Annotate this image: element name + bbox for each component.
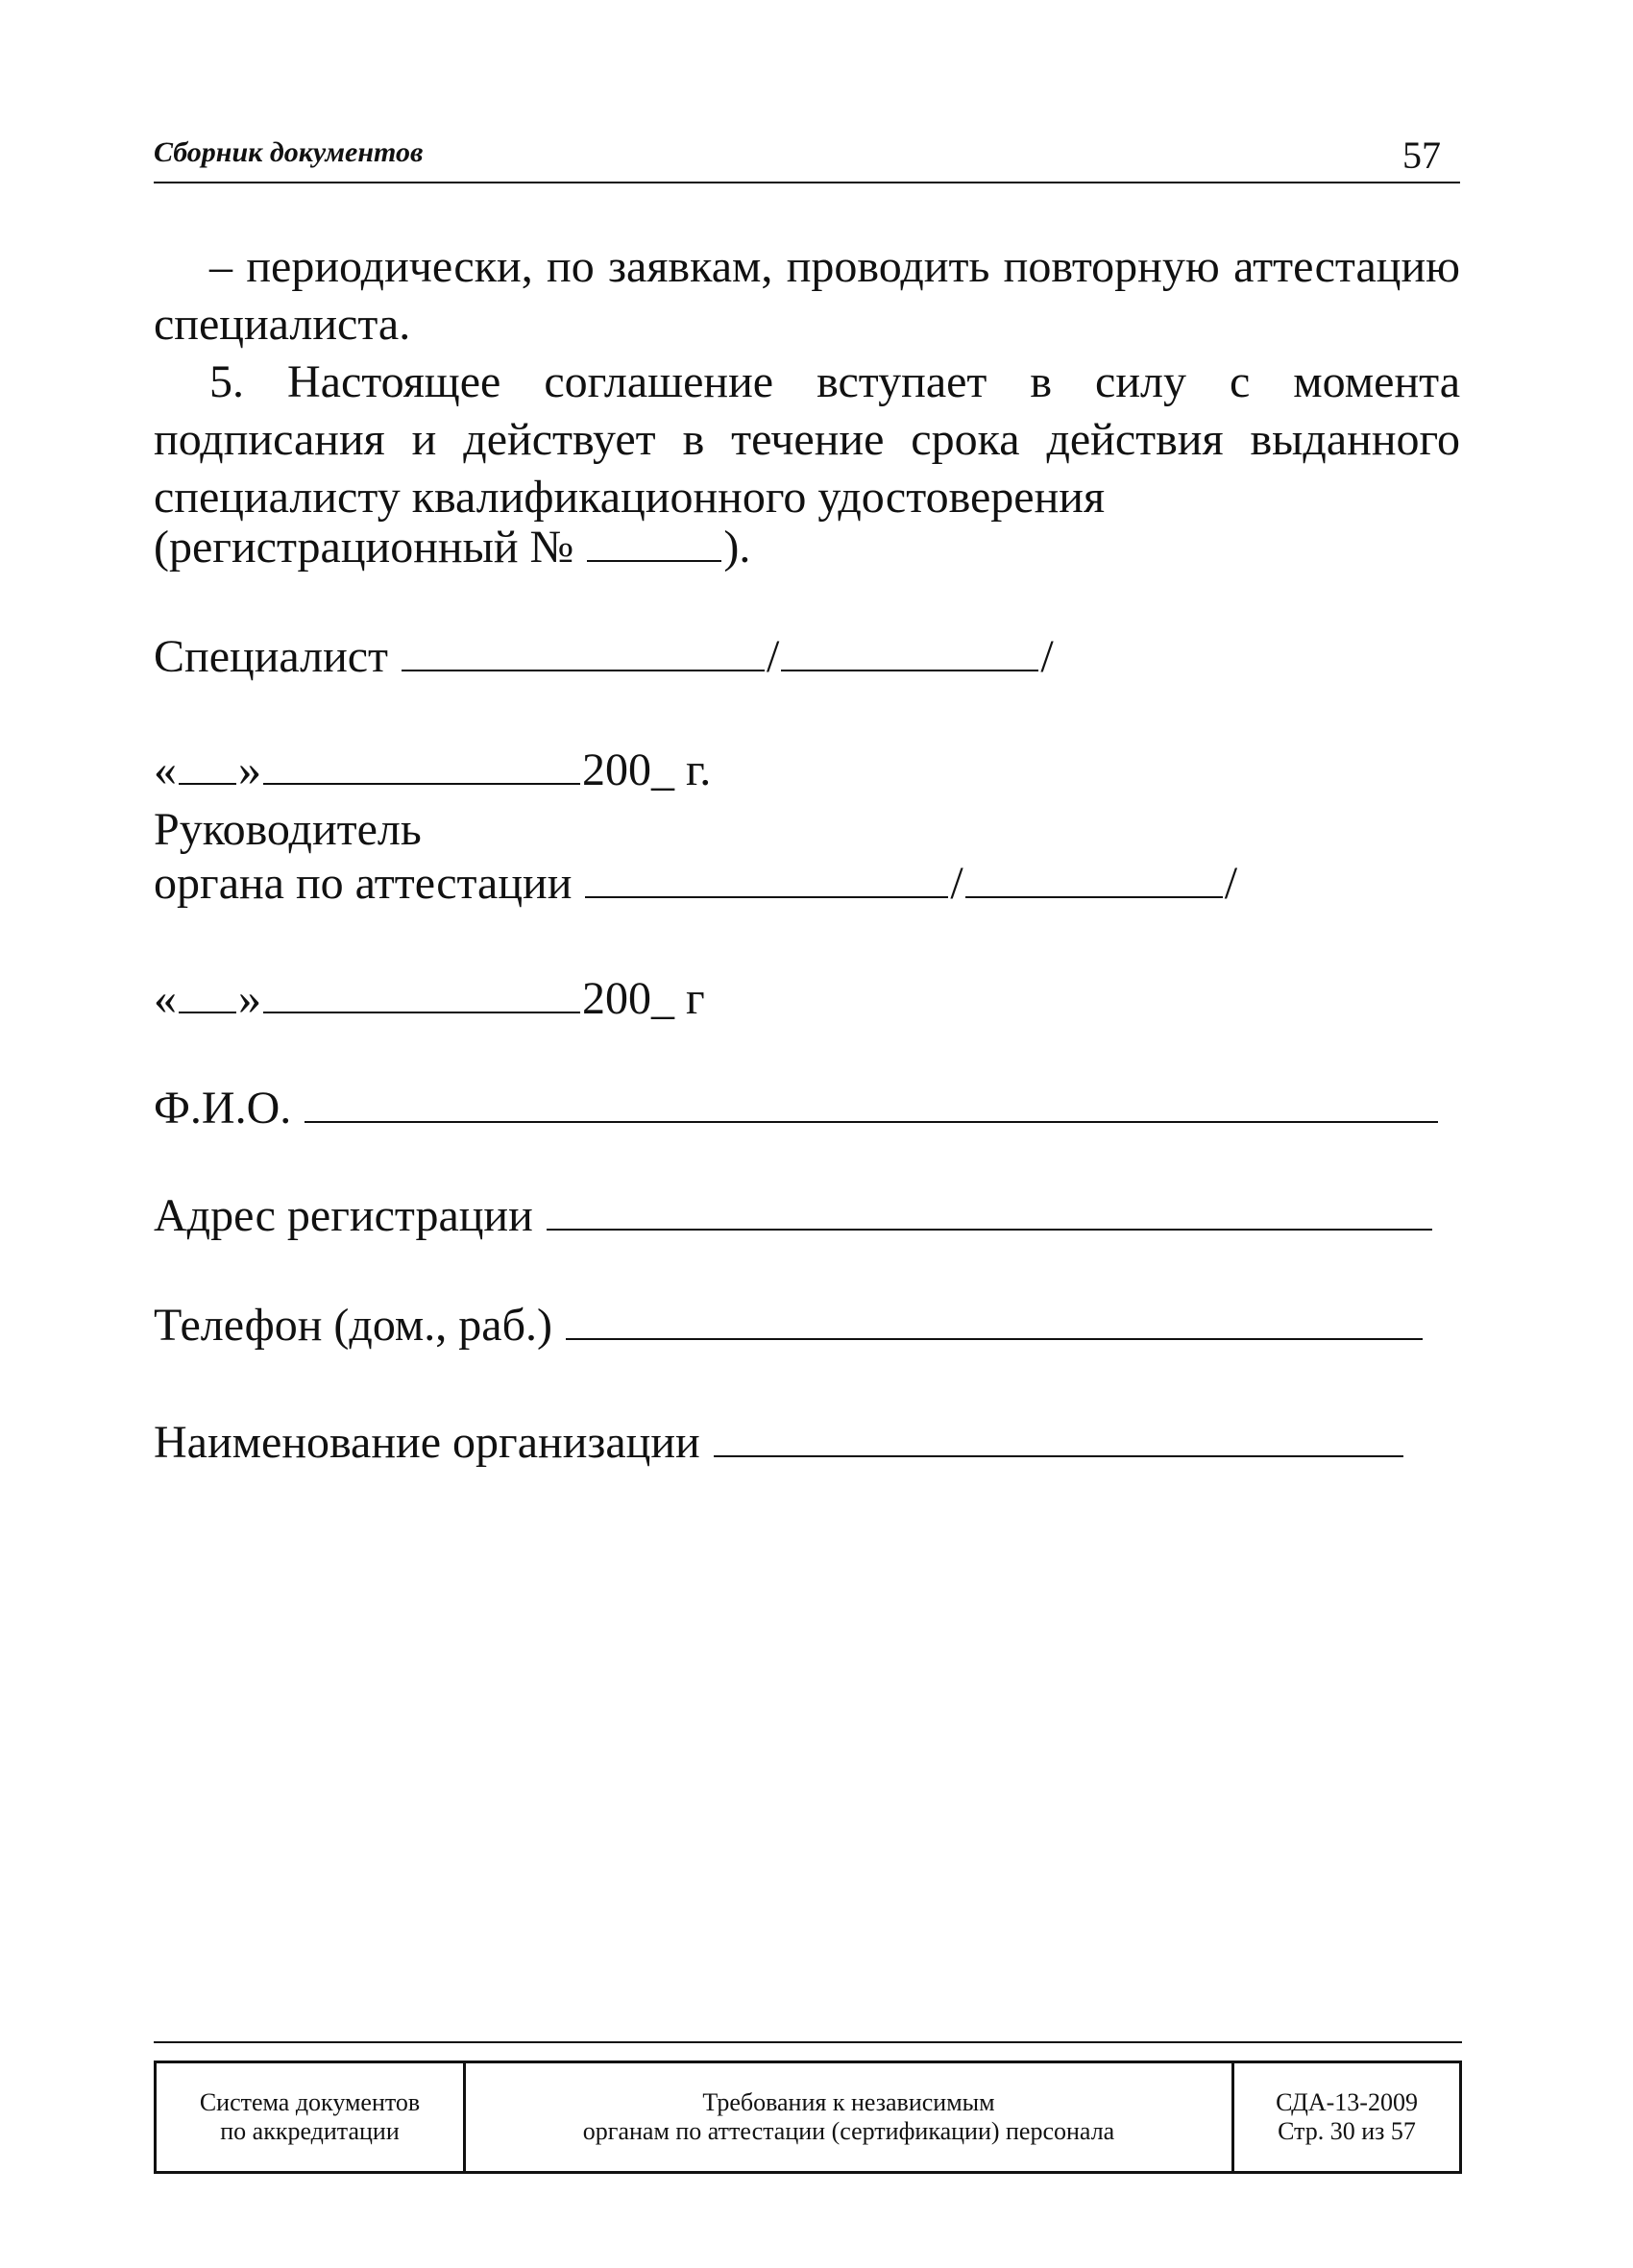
fio-field[interactable] — [305, 1121, 1438, 1123]
head-name-blank[interactable] — [965, 896, 1223, 898]
specialist-date-line — [154, 744, 711, 796]
footer-table — [154, 2061, 1462, 2174]
year-label: 200_ г. — [582, 744, 712, 795]
footer-requirements-line2: органам по аттестации (сертификации) персонала — [582, 2117, 1115, 2145]
footer-requirements-cell — [466, 2063, 1234, 2171]
head-label-line-1: Руководитель — [154, 804, 422, 855]
footer-page-count: Стр. 30 из 57 — [1278, 2117, 1416, 2145]
footer-system-line2: по аккредитации — [220, 2117, 400, 2145]
registration-suffix: ). — [723, 522, 751, 573]
specialist-signature-line — [154, 630, 1054, 683]
quote-open: « — [154, 973, 177, 1024]
footer-doc-code: СДА-13-2009 — [1276, 2088, 1418, 2116]
header-title: Сборник документов — [154, 136, 424, 168]
registration-number-blank[interactable] — [587, 560, 721, 562]
slash: / — [1224, 858, 1238, 909]
address-label: Адрес регистрации — [154, 1190, 533, 1241]
fio-label: Ф.И.О. — [154, 1083, 292, 1134]
month-blank[interactable] — [263, 783, 580, 785]
registration-number-line — [154, 521, 750, 573]
organization-field[interactable] — [714, 1455, 1403, 1457]
registration-prefix: (регистрационный № — [154, 522, 574, 573]
organization-label: Наименование организации — [154, 1417, 700, 1468]
paragraph-reattestation: – периодически, по заявкам, проводить повторную аттестацию специалиста. — [154, 241, 1460, 350]
paragraph-agreement-effective: 5. Настоящее соглашение вступает в силу с момента подписания и действует в течение срока действия выданного специалисту квалификационного удостоверения — [154, 356, 1460, 523]
footer-requirements-line1: Требования к независимым — [702, 2088, 995, 2116]
page-number: 57 — [1402, 134, 1441, 177]
head-date-line — [154, 972, 705, 1025]
slash: / — [1040, 631, 1054, 682]
quote-open: « — [154, 744, 177, 795]
footer-system-line1: Система документов — [199, 2088, 421, 2116]
specialist-label: Специалист — [154, 631, 389, 682]
organization-line — [154, 1416, 1405, 1469]
head-signature-blank[interactable] — [585, 896, 948, 898]
footer-doc-id-cell — [1234, 2063, 1459, 2171]
quote-close: » — [238, 973, 261, 1024]
specialist-signature-blank[interactable] — [402, 670, 765, 671]
year-label: 200_ г — [582, 973, 705, 1024]
footer-system-cell — [157, 2063, 466, 2171]
phone-field[interactable] — [566, 1338, 1423, 1340]
day-blank[interactable] — [179, 783, 236, 785]
head-signature-line — [154, 857, 1237, 910]
footer-rule — [154, 2041, 1462, 2043]
address-line — [154, 1189, 1434, 1242]
header-rule — [154, 182, 1460, 183]
fio-line — [154, 1082, 1440, 1134]
specialist-name-blank[interactable] — [781, 670, 1038, 671]
head-label-2: органа по аттестации — [154, 858, 573, 909]
day-blank[interactable] — [179, 1012, 236, 1013]
phone-label: Телефон (дом., раб.) — [154, 1300, 553, 1351]
slash: / — [767, 631, 780, 682]
phone-line — [154, 1299, 1425, 1352]
slash: / — [950, 858, 963, 909]
address-field[interactable] — [547, 1229, 1432, 1231]
month-blank[interactable] — [263, 1012, 580, 1013]
quote-close: » — [238, 744, 261, 795]
